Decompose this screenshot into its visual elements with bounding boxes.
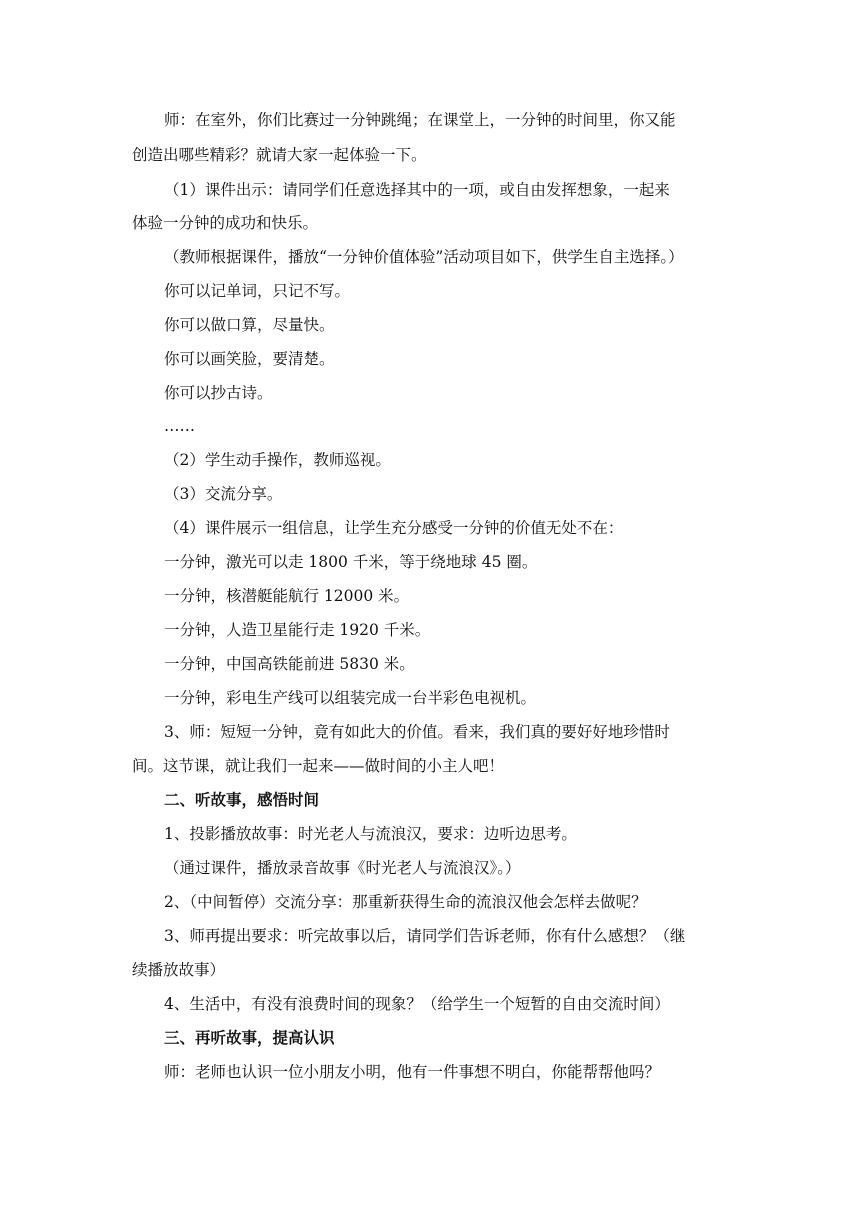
text-line: （2）学生动手操作，教师巡视。 (164, 451, 391, 469)
text-line: 你可以做口算，尽量快。 (164, 316, 335, 334)
text-line: （1）课件出示：请同学们任意选择其中的一项，或自由发挥想象，一起来 (164, 181, 670, 199)
text-line: 师：在室外，你们比赛过一分钟跳绳；在课堂上，一分钟的时间里，你又能 (164, 111, 676, 129)
text-line: （教师根据课件，播放“一分钟价值体验”活动项目如下，供学生自主选择。） (164, 248, 684, 266)
text-line: 一分钟，激光可以走 1800 千米，等于绕地球 45 圈。 (164, 553, 538, 571)
text-line: 一分钟，彩电生产线可以组装完成一台半彩色电视机。 (164, 689, 537, 707)
text-line: （4）课件展示一组信息，让学生充分感受一分钟的价值无处不在： (164, 519, 624, 537)
text-line: 3、师：短短一分钟，竟有如此大的价值。看来，我们真的要好好地珍惜时 (164, 723, 670, 741)
text-line: 创造出哪些精彩？就请大家一起体验一下。 (132, 146, 427, 164)
text-line: 3、师再提出要求：听完故事以后，请同学们告诉老师，你有什么感想？（继 (164, 927, 686, 945)
text-line: （3）交流分享。 (164, 485, 283, 503)
text-line: 间。这节课，就让我们一起来——做时间的小主人吧！ (132, 757, 505, 775)
text-line: 你可以画笑脸，要清楚。 (164, 350, 335, 368)
text-line: 一分钟，中国高铁能前进 5830 米。 (164, 655, 415, 673)
section-heading: 三、再听故事，提高认识 (164, 1028, 335, 1047)
text-line: 一分钟，核潜艇能航行 12000 米。 (164, 587, 410, 605)
text-line: 4、生活中，有没有浪费时间的现象？（给学生一个短暂的自由交流时间） (164, 995, 670, 1013)
section-heading: 二、听故事，感悟时间 (164, 790, 320, 809)
text-line: 师：老师也认识一位小朋友小明，他有一件事想不明白，你能帮帮他吗？ (164, 1063, 661, 1081)
text-line: …… (164, 417, 195, 435)
text-line: 一分钟，人造卫星能行走 1920 千米。 (164, 621, 431, 639)
text-line: 续播放故事） (132, 961, 226, 979)
text-line: 体验一分钟的成功和快乐。 (132, 214, 319, 232)
text-line: （通过课件，播放录音故事《时光老人与流浪汉》。） (164, 859, 521, 877)
text-line: 你可以记单词，只记不写。 (164, 282, 351, 300)
text-line: 2、（中间暂停）交流分享：那重新获得生命的流浪汉他会怎样去做呢？ (164, 893, 647, 911)
text-line: 你可以抄古诗。 (164, 384, 273, 402)
text-line: 1、投影播放故事：时光老人与流浪汉，要求：边听边思考。 (164, 825, 577, 843)
